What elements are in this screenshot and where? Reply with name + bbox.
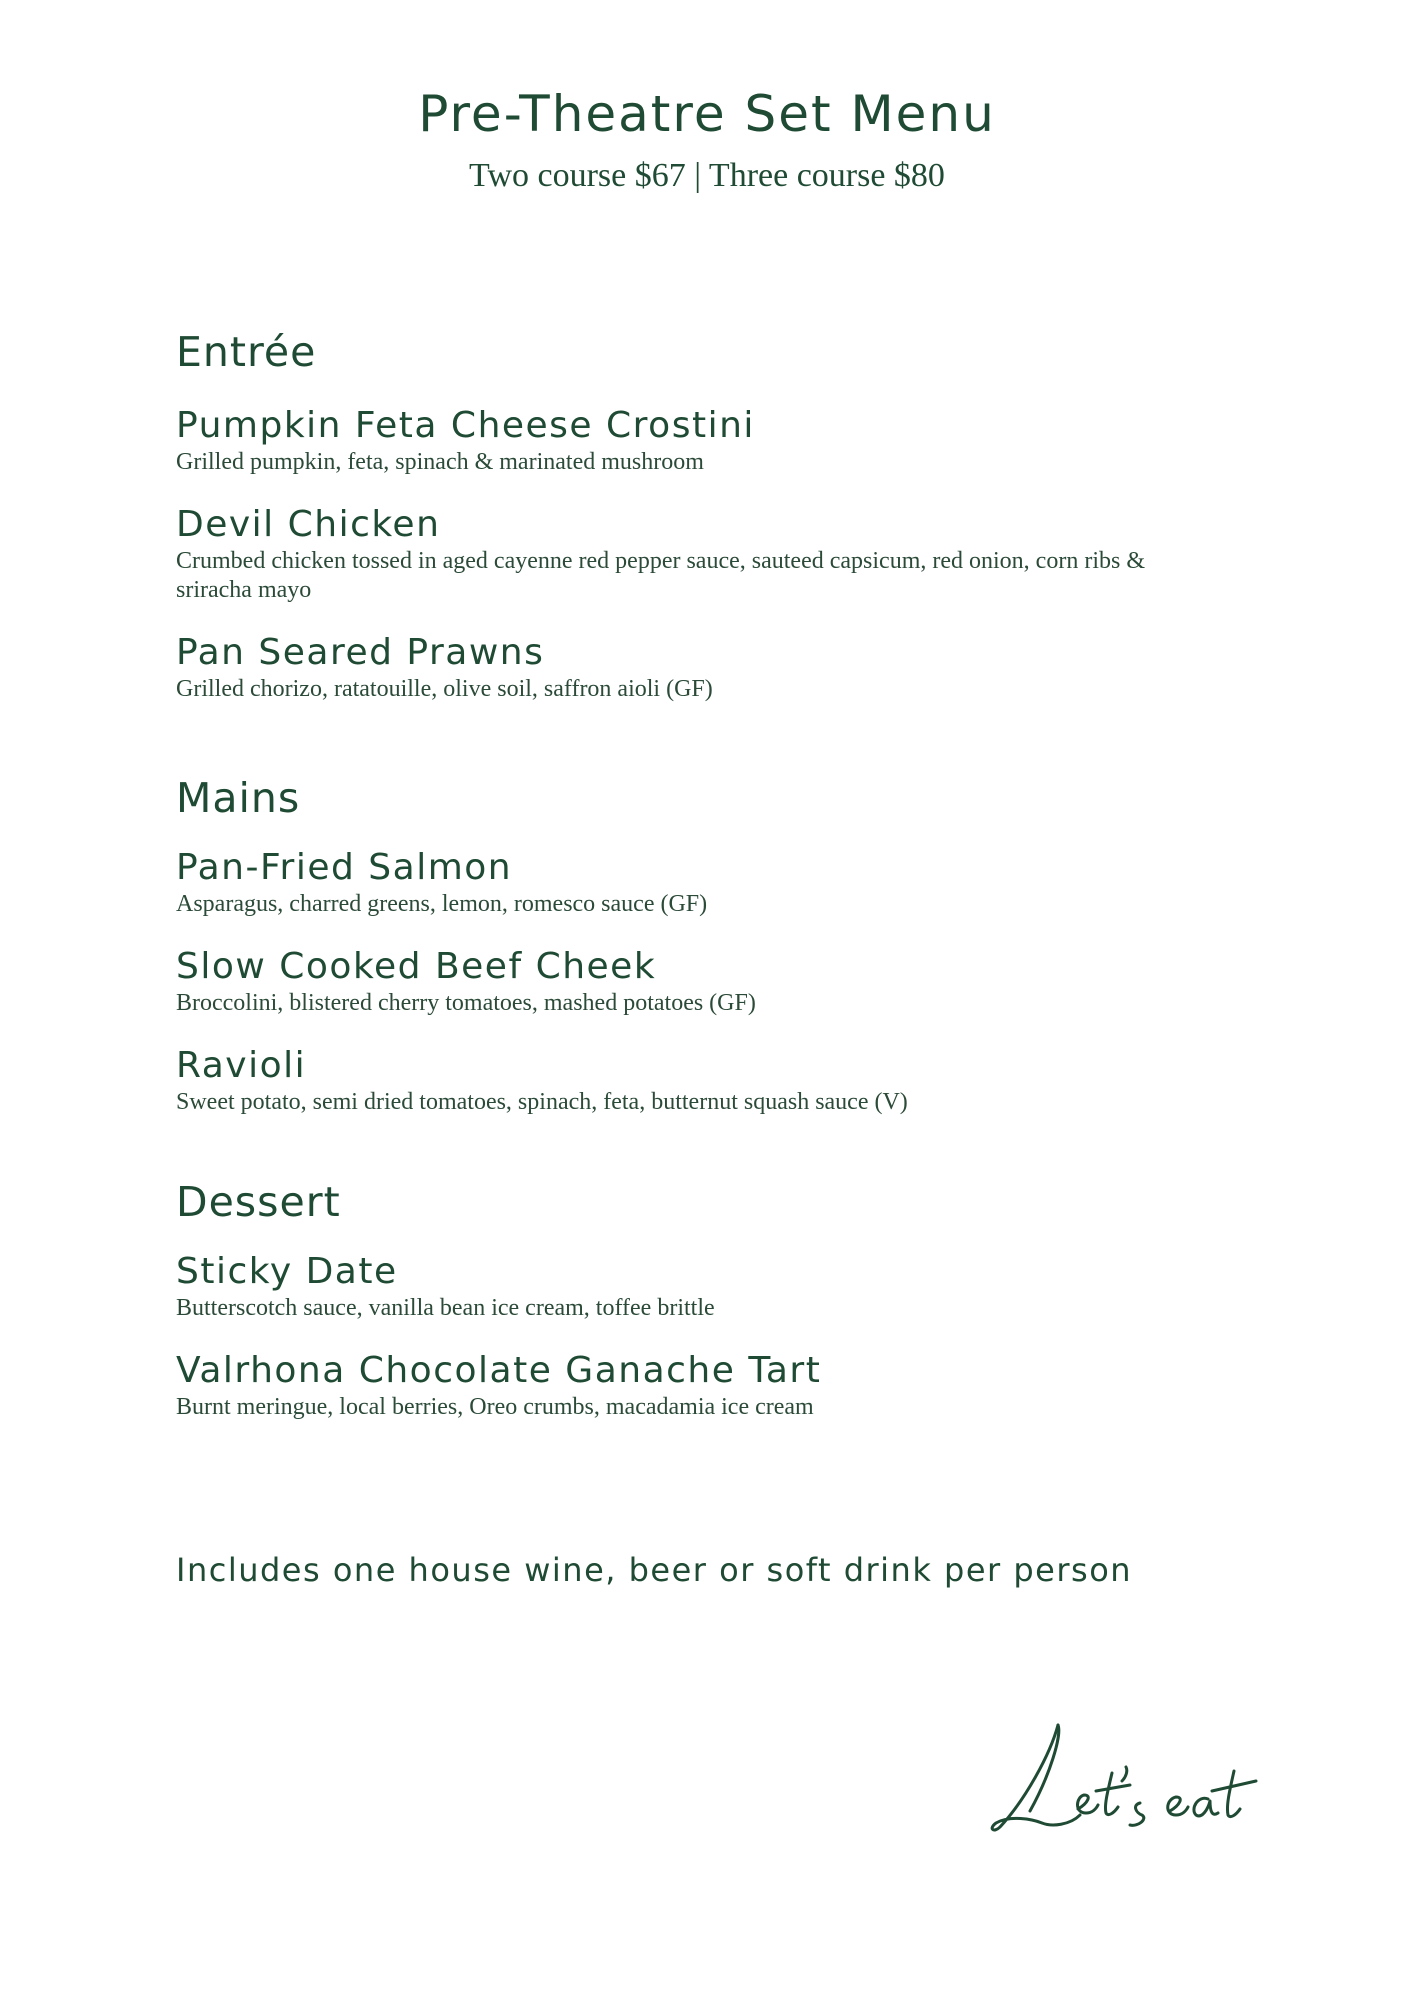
item-name: Pumpkin Feta Cheese Crostini: [176, 405, 755, 446]
section-title: Entrée: [176, 328, 317, 376]
menu-item: [176, 404, 1256, 477]
item-name: Slow Cooked Beef Cheek: [176, 946, 657, 987]
menu-item: [176, 846, 1256, 919]
item-name: Ravioli: [176, 1045, 307, 1086]
menu-item: [176, 945, 1256, 1018]
menu-item: [176, 1044, 1256, 1117]
item-description: Grilled chorizo, ratatouille, olive soil, saffron aioli (GF): [176, 676, 713, 702]
drink-inclusion-note: Includes one house wine, beer or soft drink per person: [176, 1551, 1133, 1589]
item-description: Butterscotch sauce, vanilla bean ice cream, toffee brittle: [176, 1295, 715, 1321]
item-description: Grilled pumpkin, feta, spinach & marinated mushroom: [176, 449, 704, 475]
menu-item: [176, 503, 1256, 605]
lets-eat-signature: [980, 1715, 1260, 1845]
section-entree: [176, 326, 1256, 704]
item-name: Sticky Date: [176, 1251, 398, 1292]
menu-item: [176, 1250, 1256, 1323]
item-description: Asparagus, charred greens, lemon, romesco sauce (GF): [176, 891, 708, 917]
menu-header: [0, 82, 1414, 198]
item-description: Sweet potato, semi dried tomatoes, spinach, feta, butternut squash sauce (V): [176, 1089, 908, 1115]
item-name: Pan-Fried Salmon: [176, 847, 513, 888]
item-description: Crumbed chicken tossed in aged cayenne red pepper sauce, sauteed capsicum, red onion, corn ribs & sriracha mayo: [176, 548, 1145, 603]
item-description: Broccolini, blistered cherry tomatoes, mashed potatoes (GF): [176, 990, 756, 1016]
section-title: Dessert: [176, 1178, 341, 1226]
menu-item: [176, 631, 1256, 704]
item-name: Devil Chicken: [176, 504, 441, 545]
section-title: Mains: [176, 774, 301, 822]
section-dessert: [176, 1176, 1256, 1422]
item-name: Pan Seared Prawns: [176, 632, 545, 673]
section-mains: [176, 772, 1256, 1117]
page-title: Pre-Theatre Set Menu: [418, 85, 996, 143]
pricing-line: Two course $67 | Three course $80: [469, 157, 945, 194]
item-name: Valrhona Chocolate Ganache Tart: [176, 1350, 822, 1391]
menu-item: [176, 1349, 1256, 1422]
item-description: Burnt meringue, local berries, Oreo crumbs, macadamia ice cream: [176, 1394, 814, 1420]
